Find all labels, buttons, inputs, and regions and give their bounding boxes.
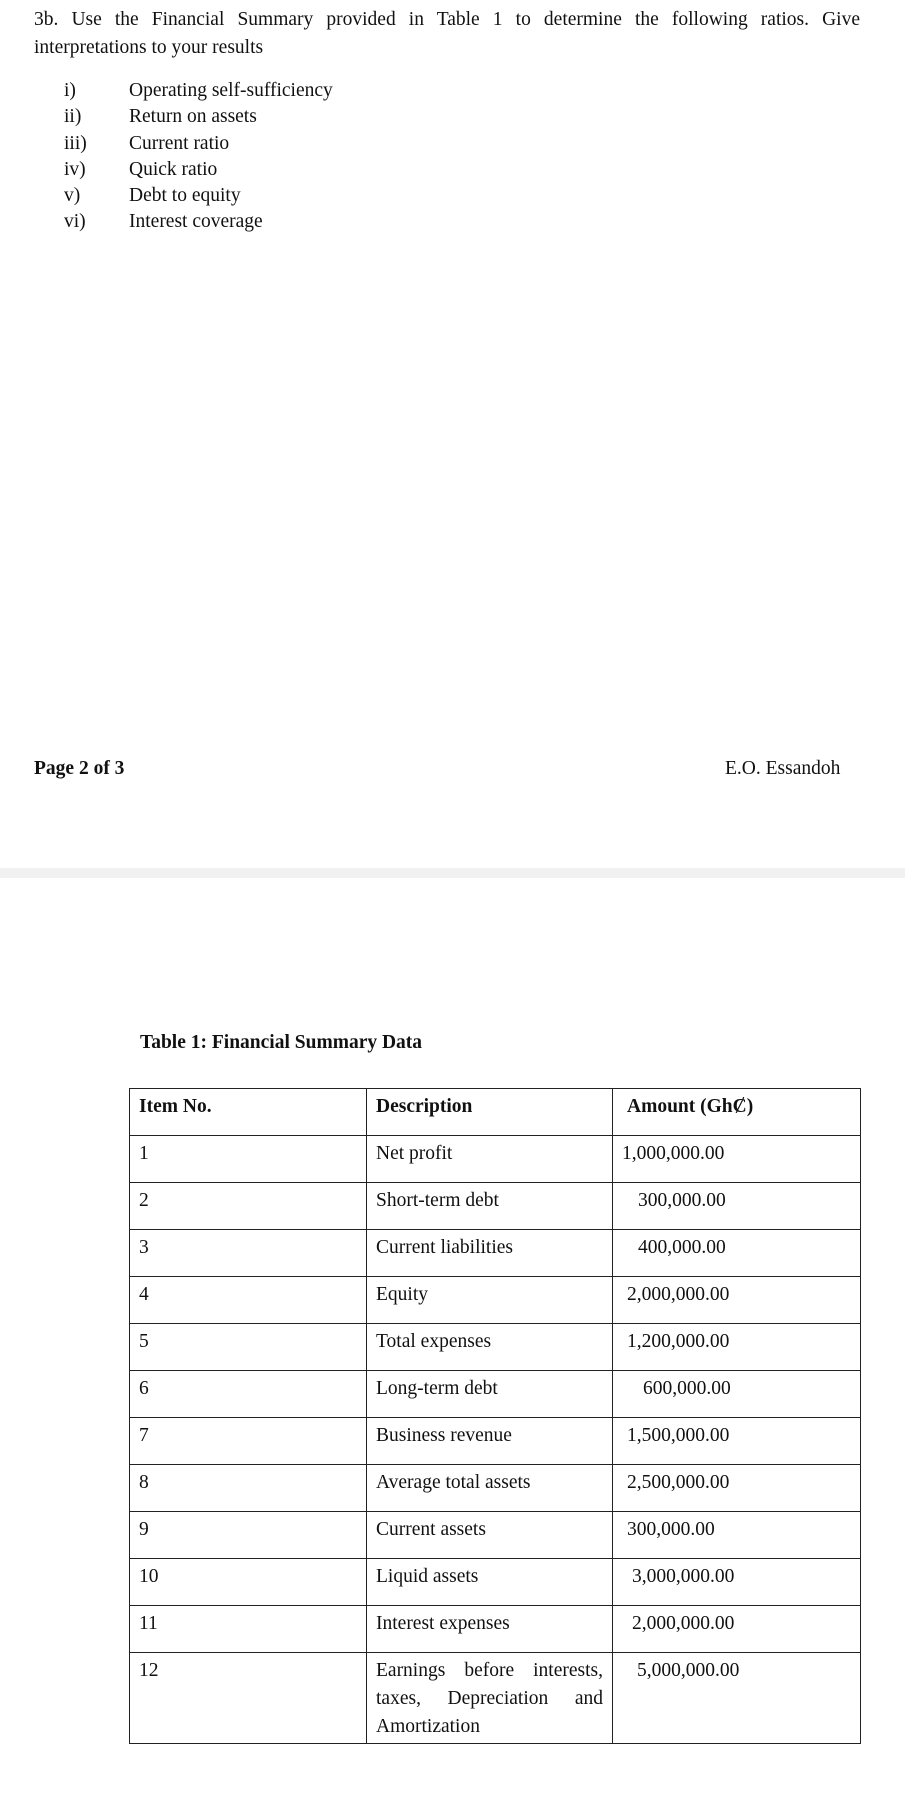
table-row [130, 1418, 861, 1465]
table-row [130, 1371, 861, 1418]
item-number-cell: 12 [130, 1653, 367, 1744]
description-cell: Equity [367, 1277, 613, 1324]
author-name: E.O. Essandoh [725, 758, 841, 779]
amount-cell: 1,000,000.00 [613, 1136, 861, 1183]
amount-cell: 2,500,000.00 [613, 1465, 861, 1512]
table-row [130, 1136, 861, 1183]
table-row [130, 1559, 861, 1606]
item-number-cell: 9 [130, 1512, 367, 1559]
list-item-label: Current ratio [129, 132, 230, 154]
list-item-number: ii) [64, 106, 82, 128]
table-row [130, 1653, 861, 1744]
table-row [130, 1606, 861, 1653]
list-item-number: v) [64, 185, 81, 207]
amount-cell: 2,000,000.00 [613, 1277, 861, 1324]
table-row [130, 1183, 861, 1230]
table-row [130, 1465, 861, 1512]
description-cell: Business revenue [367, 1418, 613, 1465]
item-number-cell: 2 [130, 1183, 367, 1230]
amount-cell: 1,200,000.00 [613, 1324, 861, 1371]
list-item-number: i) [64, 80, 76, 101]
item-number-cell: 10 [130, 1559, 367, 1606]
description-cell: Short-term debt [367, 1183, 613, 1230]
list-item [64, 78, 333, 104]
description-cell: Interest expenses [367, 1606, 613, 1653]
item-number-cell: 3 [130, 1230, 367, 1277]
amount-cell: 400,000.00 [613, 1230, 861, 1277]
description-cell: Current assets [367, 1512, 613, 1559]
question-text: 3b. Use the Financial Summary provided in Table 1 to determine the following ratios. Give interpretations to your results [34, 9, 860, 58]
list-item [64, 104, 333, 130]
table-header-row [130, 1089, 861, 1136]
list-item-label: Return on assets [129, 106, 257, 128]
list-item [64, 183, 333, 209]
item-number-cell: 4 [130, 1277, 367, 1324]
document-page-3 [0, 878, 905, 1800]
list-item-label: Operating self-sufficiency [129, 80, 333, 101]
table-title: Table 1: Financial Summary Data [140, 1032, 423, 1053]
item-number-cell: 7 [130, 1418, 367, 1465]
list-item [64, 157, 333, 183]
table-row [130, 1230, 861, 1277]
amount-cell: 3,000,000.00 [613, 1559, 861, 1606]
table-row [130, 1324, 861, 1371]
list-item-number: vi) [64, 211, 86, 233]
list-item [64, 209, 333, 235]
amount-cell: 600,000.00 [613, 1371, 861, 1418]
list-item-label: Quick ratio [129, 158, 218, 180]
item-number-cell: 8 [130, 1465, 367, 1512]
amount-cell: 2,000,000.00 [613, 1606, 861, 1653]
page-separator [0, 868, 905, 878]
amount-cell: 5,000,000.00 [613, 1653, 861, 1744]
item-number-cell: 1 [130, 1136, 367, 1183]
table-row [130, 1277, 861, 1324]
column-header-item-no: Item No. [130, 1089, 367, 1136]
column-header-description: Description [367, 1089, 613, 1136]
list-item-number: iv) [64, 158, 86, 180]
ratio-list [64, 78, 333, 236]
page-number: Page 2 of 3 [34, 758, 125, 779]
item-number-cell: 5 [130, 1324, 367, 1371]
item-number-cell: 6 [130, 1371, 367, 1418]
amount-cell: 300,000.00 [613, 1183, 861, 1230]
column-header-amount: Amount (GhȻ) [613, 1089, 861, 1136]
amount-cell: 300,000.00 [613, 1512, 861, 1559]
description-cell: Liquid assets [367, 1559, 613, 1606]
list-item-label: Interest coverage [129, 211, 263, 233]
table-row [130, 1512, 861, 1559]
list-item-label: Debt to equity [129, 185, 241, 207]
document-page-2 [0, 0, 905, 868]
description-cell: Earnings before interests, taxes, Depreciation and Amortization [367, 1653, 613, 1744]
description-cell: Net profit [367, 1136, 613, 1183]
list-item [64, 131, 333, 157]
list-item-number: iii) [64, 132, 87, 154]
description-cell: Average total assets [367, 1465, 613, 1512]
description-cell: Long-term debt [367, 1371, 613, 1418]
description-cell: Current liabilities [367, 1230, 613, 1277]
financial-summary-table [129, 1088, 861, 1744]
description-cell: Total expenses [367, 1324, 613, 1371]
amount-cell: 1,500,000.00 [613, 1418, 861, 1465]
item-number-cell: 11 [130, 1606, 367, 1653]
